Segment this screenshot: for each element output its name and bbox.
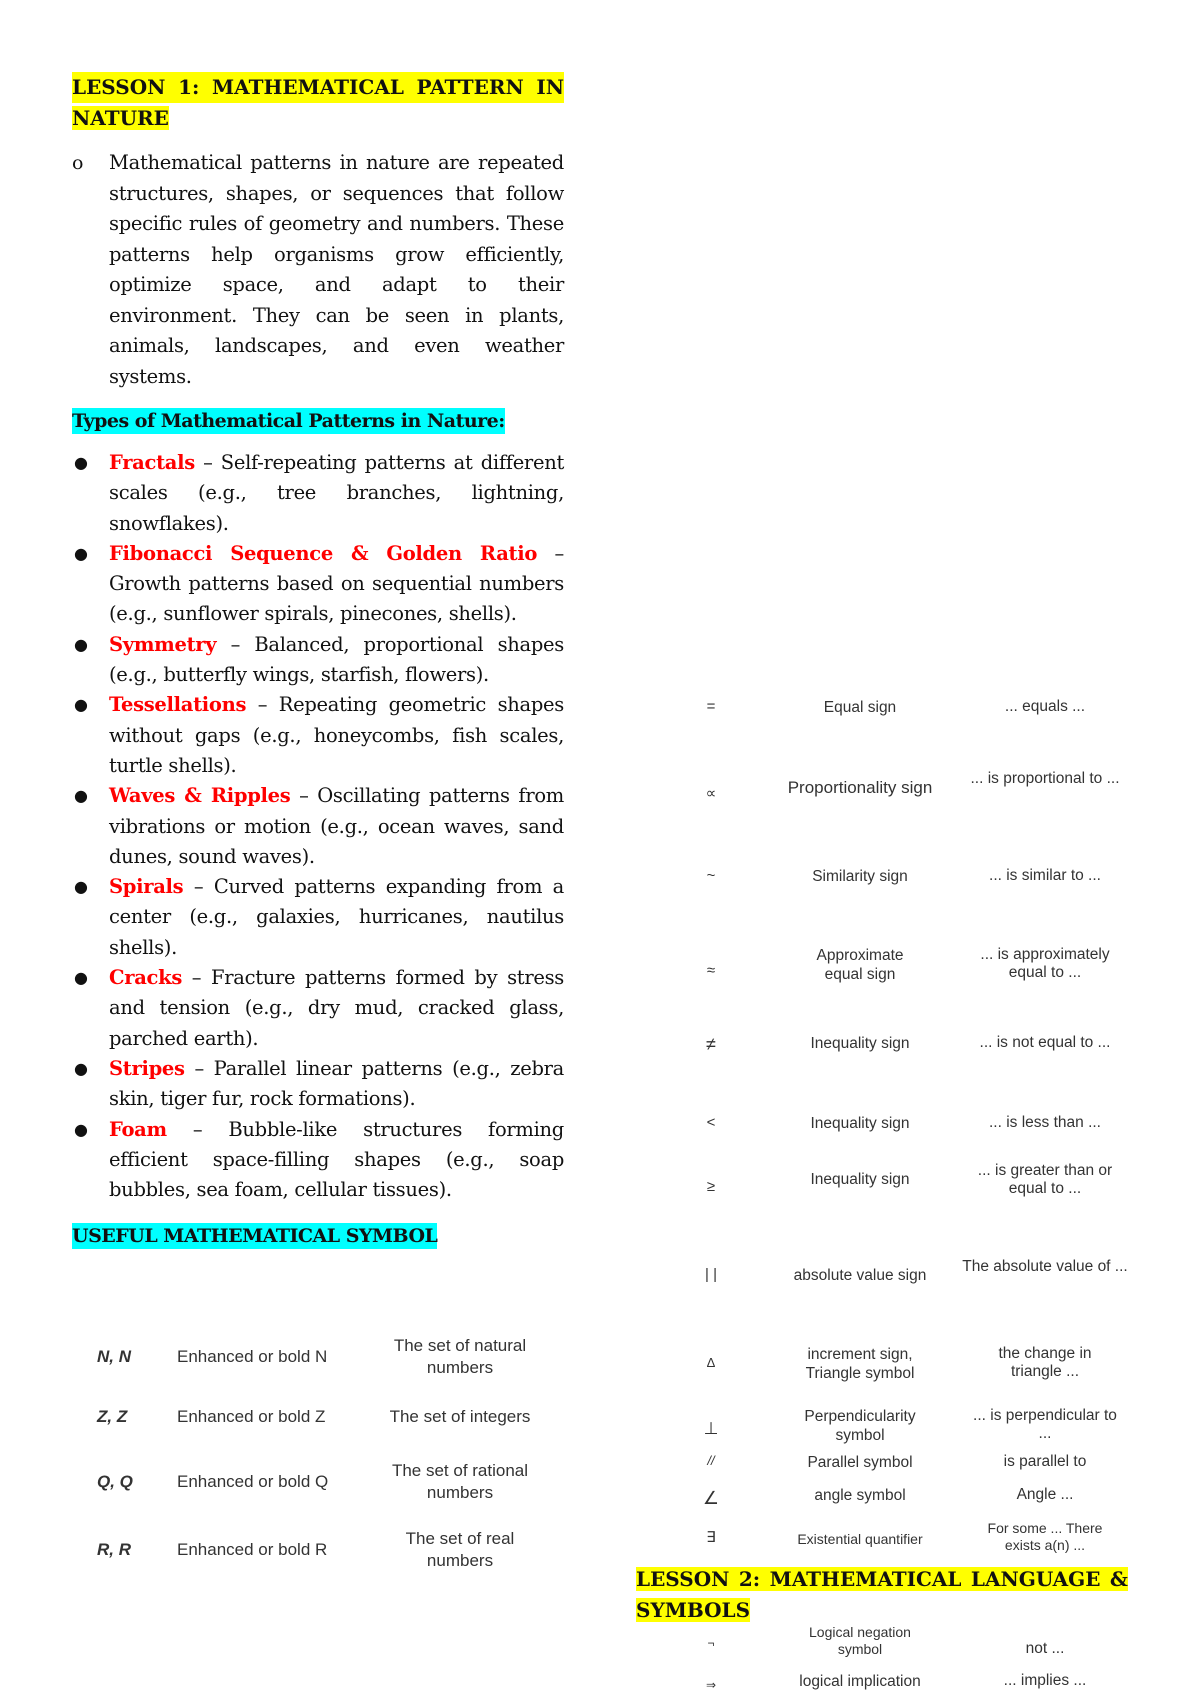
- symbol-name: Inequality sign: [810, 1115, 910, 1132]
- set-symbol-name: Enhanced or bold Z: [177, 1407, 326, 1426]
- type-desc: – Curved patterns expanding from a center (e.g., galaxies, hurricanes, nautilus shells).: [109, 875, 564, 959]
- symbol-meaning: Angle ...: [1016, 1486, 1074, 1503]
- symbol-meaning: ... is proportional to ...: [970, 770, 1120, 787]
- symbol-name: Logical negation symbol: [809, 1624, 911, 1657]
- set-symbol-meaning: The set of natural numbers: [393, 1336, 527, 1377]
- set-symbol-name: Enhanced or bold R: [177, 1540, 328, 1559]
- list-item: [72, 781, 564, 872]
- type-desc: – Balanced, proportional shapes (e.g., butterfly wings, starfish, flowers).: [109, 632, 564, 687]
- intro-text: Mathematical patterns in nature are repeated structures, shapes, or sequences that follow specific rules of geometry and numbers. These patterns help organisms grow efficiently, optimize space, and adapt to their environment. They can be seen in plants, animals, landscapes, and even weather systems.: [109, 151, 564, 388]
- intro-bullet: o: [72, 152, 84, 174]
- type-term: Foam: [109, 1117, 167, 1141]
- negation-icon: ¬: [707, 1636, 715, 1650]
- lesson2-title-line1: [636, 1564, 1128, 1595]
- symbol-meaning: ... is not equal to ...: [979, 1034, 1111, 1051]
- list-item: [72, 630, 564, 691]
- type-desc: – Oscillating patterns from vibrations or motion (e.g., ocean waves, sand dunes, sound waves).: [109, 784, 564, 868]
- symbol-name: Perpendicularity symbol: [804, 1408, 916, 1444]
- symbol-cell: ≈: [706, 962, 716, 979]
- bullet-dot-icon: ●: [74, 543, 88, 563]
- list-item: [72, 1115, 564, 1206]
- set-symbol: N, N: [97, 1347, 131, 1366]
- types-heading: Types of Mathematical Patterns in Nature:: [72, 410, 505, 432]
- set-symbol-name: Enhanced or bold Q: [177, 1472, 329, 1491]
- symbol-meaning: ... is perpendicular to ...: [973, 1407, 1117, 1442]
- type-desc: – Fracture patterns formed by stress and tension (e.g., dry mud, cracked glass, parched earth).: [109, 966, 564, 1050]
- symbol-name: logical implication: [799, 1673, 921, 1690]
- type-term: Cracks: [109, 966, 182, 990]
- type-desc: – Bubble-like structures forming efficient space-filling shapes (e.g., soap bubbles, sea foam, cellular tissues).: [109, 1117, 564, 1202]
- bullet-dot-icon: ●: [74, 1058, 88, 1078]
- symbol-name: Similarity sign: [812, 868, 908, 885]
- lesson1-title-line2: NATURE: [72, 106, 169, 130]
- right-column: [630, 0, 1200, 1696]
- bullet-dot-icon: ●: [74, 634, 88, 654]
- symbol-meaning: ... implies ...: [1003, 1672, 1087, 1689]
- perpendicular-icon: ⊥: [703, 1419, 719, 1438]
- list-item: [72, 872, 564, 963]
- set-symbol: Z, Z: [97, 1407, 128, 1426]
- type-term: Tessellations: [109, 693, 247, 717]
- type-term: Spirals: [109, 875, 184, 899]
- symbol-meaning: the change in triangle ...: [998, 1345, 1092, 1380]
- symbol-meaning: ... equals ...: [1004, 698, 1086, 715]
- symbol-name: Inequality sign: [810, 1035, 910, 1052]
- symbol-meaning: ... is greater than or equal to ...: [977, 1162, 1113, 1197]
- set-symbol: R, R: [97, 1540, 131, 1559]
- list-item: [72, 1054, 564, 1115]
- set-symbol-name: Enhanced or bold N: [177, 1347, 328, 1366]
- set-symbol-meaning: The set of integers: [389, 1407, 531, 1426]
- symbol-cell: =: [706, 698, 716, 715]
- symbol-cell: ~: [706, 867, 716, 884]
- angle-icon: ∠: [702, 1488, 720, 1508]
- symbol-cell: ≥: [706, 1178, 716, 1195]
- lesson2-title: [636, 1564, 1128, 1626]
- list-item: [72, 448, 564, 539]
- lesson2-title-line2-text: SYMBOLS: [636, 1598, 751, 1622]
- table-row: [97, 1386, 547, 1448]
- symbol-meaning: For some ... There exists a(n) ...: [987, 1520, 1103, 1553]
- bullet-dot-icon: ●: [74, 786, 88, 806]
- lesson2-title-line1-text: LESSON 2: MATHEMATICAL LANGUAGE &: [636, 1567, 1128, 1591]
- type-term: Symmetry: [109, 632, 217, 656]
- type-term: Fibonacci Sequence & Golden Ratio: [109, 541, 538, 565]
- list-item: [72, 963, 564, 1054]
- lesson2-title-line2: [636, 1598, 750, 1622]
- symbol-name: Proportionality sign: [787, 778, 933, 797]
- type-desc: – Self-repeating patterns at different scales (e.g., tree branches, lightning, snowflakes).: [109, 451, 564, 535]
- set-symbol: Q, Q: [97, 1472, 133, 1491]
- bullet-dot-icon: ●: [74, 877, 88, 897]
- type-term: Fractals: [109, 451, 195, 474]
- parallel-icon: //: [707, 1453, 715, 1468]
- type-term: Stripes: [109, 1056, 185, 1080]
- left-column: [72, 72, 564, 1249]
- exists-icon: ∃: [706, 1529, 716, 1546]
- symbol-meaning: not ...: [1025, 1640, 1065, 1657]
- symbol-name: angle symbol: [814, 1487, 906, 1504]
- type-desc: – Repeating geometric shapes without gaps (e.g., honeycombs, fish scales, turtle shells).: [109, 693, 564, 777]
- symbol-name: absolute value sign: [793, 1267, 927, 1284]
- types-list: [72, 448, 564, 1205]
- set-symbols-table: [97, 1328, 547, 1584]
- type-desc: – Growth patterns based on sequential numbers (e.g., sunflower spirals, pinecones, shells).: [109, 541, 564, 626]
- symbol-heading: USEFUL MATHEMATICAL SYMBOL: [72, 1225, 438, 1248]
- triangle-icon: Δ: [706, 1355, 716, 1370]
- symbol-name: increment sign, Triangle symbol: [805, 1346, 915, 1382]
- implication-icon: ⇒: [705, 1678, 717, 1692]
- symbol-cell: ≠: [706, 1034, 716, 1054]
- set-symbol-meaning: The set of real numbers: [405, 1529, 515, 1570]
- lesson1-title: [72, 72, 564, 134]
- symbol-meaning: ... is approximately equal to ...: [980, 946, 1110, 981]
- bullet-dot-icon: ●: [74, 1119, 88, 1139]
- symbol-cell: ∝: [705, 785, 717, 802]
- list-item: [72, 690, 564, 781]
- lesson1-intro: [72, 148, 564, 392]
- list-item: [72, 539, 564, 630]
- table-row: [97, 1328, 547, 1386]
- symbol-cell: <: [706, 1114, 716, 1131]
- bullet-dot-icon: ●: [74, 695, 88, 715]
- type-desc: – Parallel linear patterns (e.g., zebra skin, tiger fur, rock formations).: [109, 1056, 564, 1111]
- set-symbol-meaning: The set of rational numbers: [391, 1461, 529, 1502]
- symbol-meaning: is parallel to: [1003, 1453, 1087, 1470]
- symbol-name: Inequality sign: [810, 1171, 910, 1188]
- table-row: [97, 1516, 547, 1584]
- bullet-dot-icon: ●: [74, 453, 88, 472]
- symbol-name: Equal sign: [823, 699, 897, 716]
- symbol-cell: | |: [705, 1266, 717, 1283]
- symbol-meaning: ... is less than ...: [989, 1114, 1101, 1131]
- table-row: [97, 1448, 547, 1516]
- symbol-meaning: The absolute value of ...: [962, 1258, 1128, 1275]
- symbol-name: Approximate equal sign: [816, 947, 904, 983]
- symbol-meaning: ... is similar to ...: [989, 867, 1101, 884]
- lesson1-title-line1: LESSON 1: MATHEMATICAL PATTERN IN: [72, 72, 564, 103]
- symbol-name: Existential quantifier: [797, 1531, 923, 1547]
- symbol-name: Parallel symbol: [807, 1454, 913, 1471]
- type-term: Waves & Ripples: [109, 784, 291, 808]
- bullet-dot-icon: ●: [74, 968, 88, 988]
